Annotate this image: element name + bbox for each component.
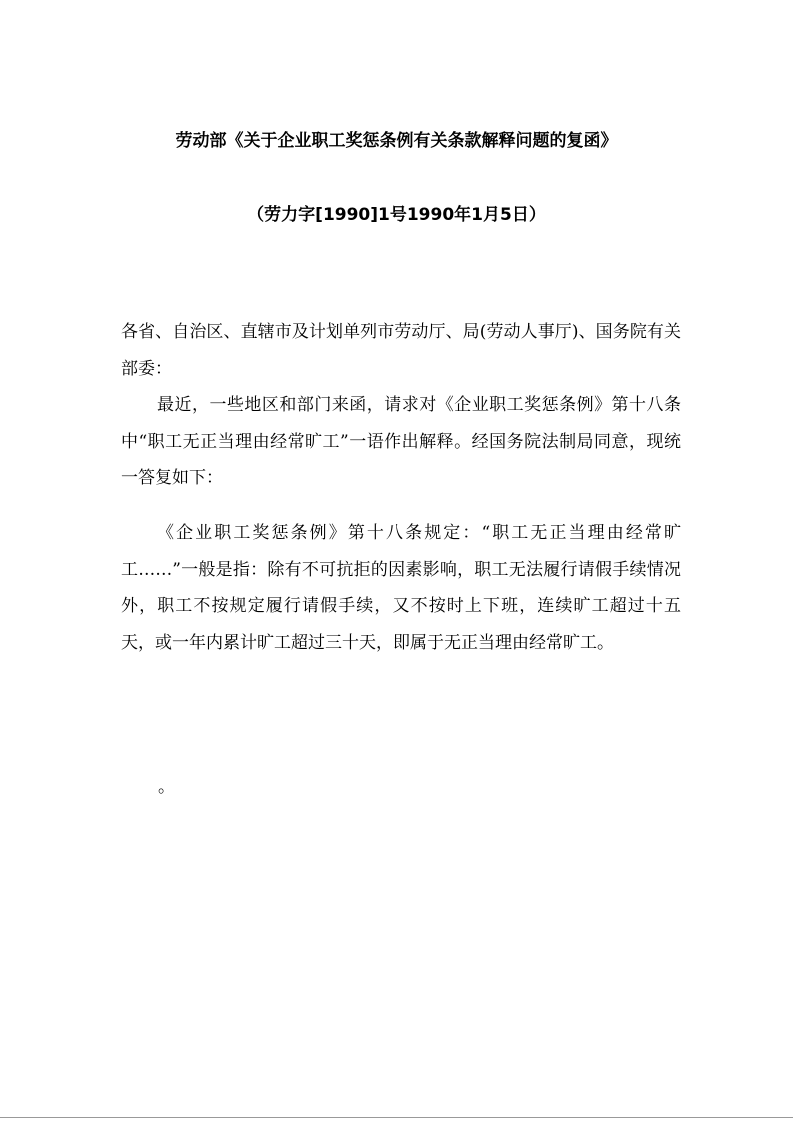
paragraph-request: 最近，一些地区和部门来函，请求对《企业职工奖惩条例》第十八条中“职工无正当理由经常旷工”一语作出解释。经国务院法制局同意，现统一答复如下： xyxy=(121,395,681,488)
salutation: 各省、自治区、直辖市及计划单列市劳动厅、局(劳动人事厅)、国务院有关部委： xyxy=(121,322,681,379)
page-bottom-rule xyxy=(0,1117,793,1118)
document-subtitle: （劳力字[1990]1号1990年1月5日） xyxy=(247,205,546,225)
ending-mark: 。 xyxy=(158,777,175,797)
paragraph-interpretation: 《企业职工奖惩条例》第十八条规定：“职工无正当理由经常旷工……”一般是指：除有不可抗拒的因素影响，职工无法履行请假手续情况外，职工不按规定履行请假手续，又不按时上下班，连续旷工超过十五天，或一年内累计旷工超过三十天，即属于无正当理由经常旷工。 xyxy=(121,523,681,653)
document-title: 劳动部《关于企业职工奖惩条例有关条款解释问题的复函》 xyxy=(175,131,618,151)
